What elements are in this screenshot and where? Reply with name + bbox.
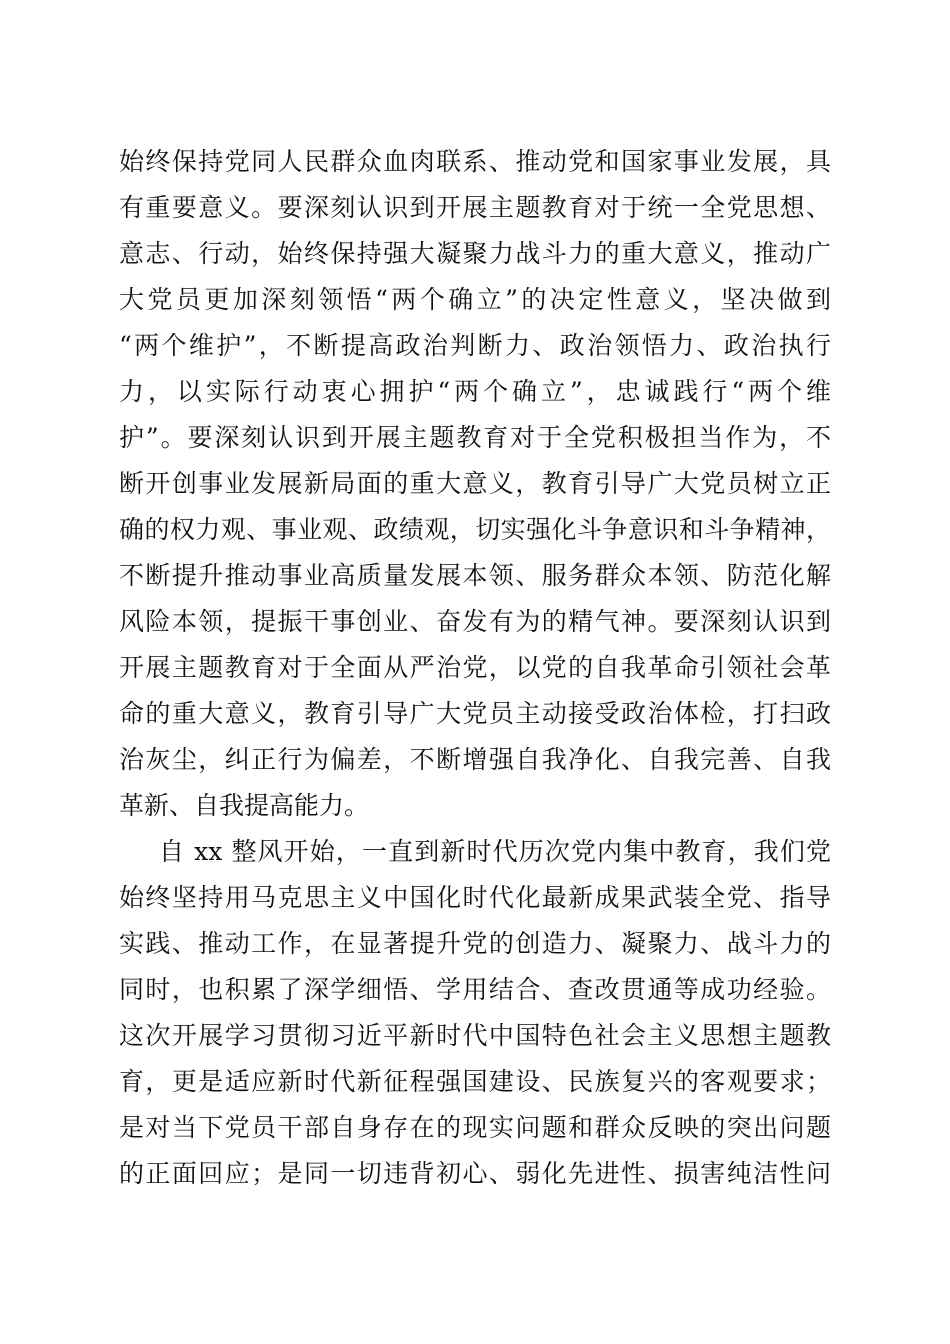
text-line: 同时，也积累了深学细悟、学用结合、查改贯通等成功经验。 — [119, 975, 831, 1004]
paragraph-1 — [119, 139, 831, 829]
text-line: 不断提升推动事业高质量发展本领、服务群众本领、防范化解 — [119, 561, 831, 590]
text-line: 是对当下党员干部自身存在的现实问题和群众反映的突出问题 — [119, 1113, 831, 1142]
text-line: 大党员更加深刻领悟“两个确立”的决定性意义，坚决做到 — [119, 285, 831, 314]
text-line: 断开创事业发展新局面的重大意义，教育引导广大党员树立正 — [119, 469, 831, 498]
text-line: 育，更是适应新时代新征程强国建设、民族复兴的客观要求； — [119, 1067, 831, 1096]
text-line: 革新、自我提高能力。 — [119, 791, 370, 820]
text-line: 这次开展学习贯彻习近平新时代中国特色社会主义思想主题教 — [119, 1021, 831, 1050]
text-line: 确的权力观、事业观、政绩观，切实强化斗争意识和斗争精神， — [119, 515, 831, 544]
text-line: 自 xx 整风开始，一直到新时代历次党内集中教育，我们党 — [159, 837, 831, 866]
text-line: “两个维护”，不断提高政治判断力、政治领悟力、政治执行 — [119, 331, 831, 360]
text-line: 始终坚持用马克思主义中国化时代化最新成果武装全党、指导 — [119, 883, 831, 912]
text-line: 开展主题教育对于全面从严治党，以党的自我革命引领社会革 — [119, 653, 831, 682]
text-line: 命的重大意义，教育引导广大党员主动接受政治体检，打扫政 — [119, 699, 831, 728]
text-line: 护”。要深刻认识到开展主题教育对于全党积极担当作为，不 — [119, 423, 831, 452]
text-line: 实践、推动工作，在显著提升党的创造力、凝聚力、战斗力的 — [119, 929, 831, 958]
text-line: 意志、行动，始终保持强大凝聚力战斗力的重大意义，推动广 — [119, 239, 831, 268]
text-line: 力，以实际行动衷心拥护“两个确立”，忠诚践行“两个维 — [119, 377, 831, 406]
text-line: 有重要意义。要深刻认识到开展主题教育对于统一全党思想、 — [119, 193, 831, 222]
paragraph-2 — [119, 829, 831, 1197]
text-line: 治灰尘，纠正行为偏差，不断增强自我净化、自我完善、自我 — [119, 745, 831, 774]
document-body — [119, 139, 831, 1197]
text-line: 的正面回应；是同一切违背初心、弱化先进性、损害纯洁性问 — [119, 1159, 831, 1188]
text-line: 风险本领，提振干事创业、奋发有为的精气神。要深刻认识到 — [119, 607, 831, 636]
text-line: 始终保持党同人民群众血肉联系、推动党和国家事业发展，具 — [119, 147, 831, 176]
